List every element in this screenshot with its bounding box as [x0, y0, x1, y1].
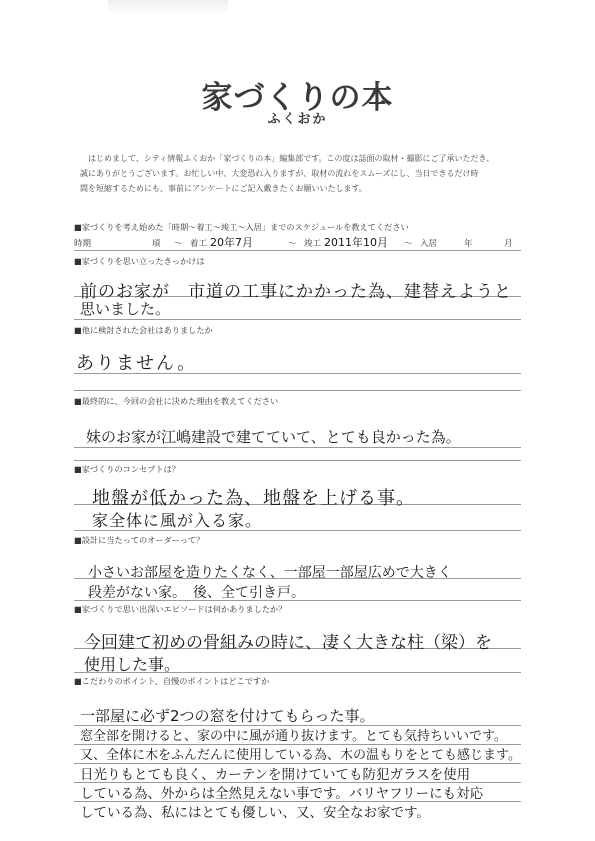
rule-line: [74, 390, 521, 391]
answer-line: 地盤が低かった為、地盤を上げる事。: [92, 488, 415, 509]
intro-line: はじめまして、シティ情報ふくおか「家づくりの本」編集部です。この度は誌面の取材・撮影にご了承いただき、: [88, 154, 495, 163]
finish-value: 2011年10月: [324, 236, 388, 249]
rule-line: [74, 460, 521, 461]
label-year: 年: [464, 239, 473, 249]
question-concept: ■家づくりのコンセプトは？: [74, 464, 180, 474]
answer-line: 一部屋に必ず2つの窓を付けてもらった事。: [80, 707, 375, 725]
rule-line: [74, 319, 521, 320]
schedule-row: [74, 237, 524, 251]
answer-line: 使用した事。: [84, 655, 181, 674]
question-design-order: ■設計に当たってのオーダーって？: [74, 535, 205, 545]
intro-line: 誠にありがとうございます。お忙しい中、大変恐れ入りますが、取材の流れをスムーズにし、当日できるだけ時: [80, 169, 479, 178]
answer-line: している為、外からは全然見えない事です。バリヤフリーにも対応: [80, 786, 484, 802]
magazine-title: 家づくりの本: [201, 80, 394, 116]
label-around: 頃: [152, 239, 161, 249]
rule-line: [74, 447, 521, 448]
question-schedule: ■家づくりを考え始めた「時期～着工～竣工～入居」までのスケジュールを教えてください: [74, 222, 409, 232]
sep: ～: [174, 239, 183, 249]
start-value: 20年7月: [210, 236, 253, 249]
answer-line: 小さいお部屋を造りたくなく、一部屋一部屋広めで大きく: [88, 565, 452, 581]
label-finish: 竣工: [304, 239, 322, 249]
answer-line: 今回建て初めの骨組みの時に、凄く大きな柱（梁）を: [84, 633, 492, 653]
rule-line: [74, 250, 521, 251]
question-decision-reason: ■最終的に、今回の会社に決めた理由を教えてください: [74, 396, 279, 406]
answer-line: 段差がない家。 後、全て引き戸。: [88, 585, 305, 601]
answer-line: 前のお家が 市道の工事にかかった為、建替えようと: [80, 282, 512, 302]
answer-line: 思いました。: [80, 300, 171, 318]
scan-edge-mark: [108, 0, 228, 14]
intro-line: 間を短縮するためにも、事前にアンケートにご記入戴きたくお願いいたします。: [80, 184, 367, 193]
answer-line: 又、全体に木をふんだんに使用している為、木の温もりをとても感じます。: [80, 748, 521, 763]
answer-line: 家全体に風が入る家。: [92, 511, 263, 530]
label-month: 月: [504, 239, 513, 249]
label-start: 着工: [190, 239, 208, 249]
magazine-subtitle: ふくおか: [267, 112, 328, 127]
label-period: 時期: [74, 239, 92, 249]
question-other-companies: ■他に検討された会社はありましたか: [74, 325, 213, 335]
answer-line: 日光りもとても良く、カーテンを開けていても防犯ガラスを使用: [80, 767, 471, 783]
question-highlights: ■こだわりのポイント、自慢のポイントはどこですか: [74, 676, 270, 686]
answer-line: 妹のお家が江嶋建設で建てていて、とても良かった為。: [86, 428, 461, 446]
answer-line: ありません。: [76, 353, 198, 374]
question-episode: ■家づくりで思い出深いエピソードは何かありましたか？: [74, 604, 287, 614]
sep: ～: [288, 239, 297, 249]
label-movein: 入居: [420, 239, 438, 249]
sep: ～: [404, 239, 413, 249]
answer-line: している為、私にはとても優しい、又、安全なお家です。: [80, 805, 430, 821]
question-motivation: ■家づくりを思い立ったきっかけは: [74, 256, 205, 266]
answer-line: 窓全部を開けると、家の中に風が通り抜けます。とても気持ちいいです。: [80, 729, 507, 744]
